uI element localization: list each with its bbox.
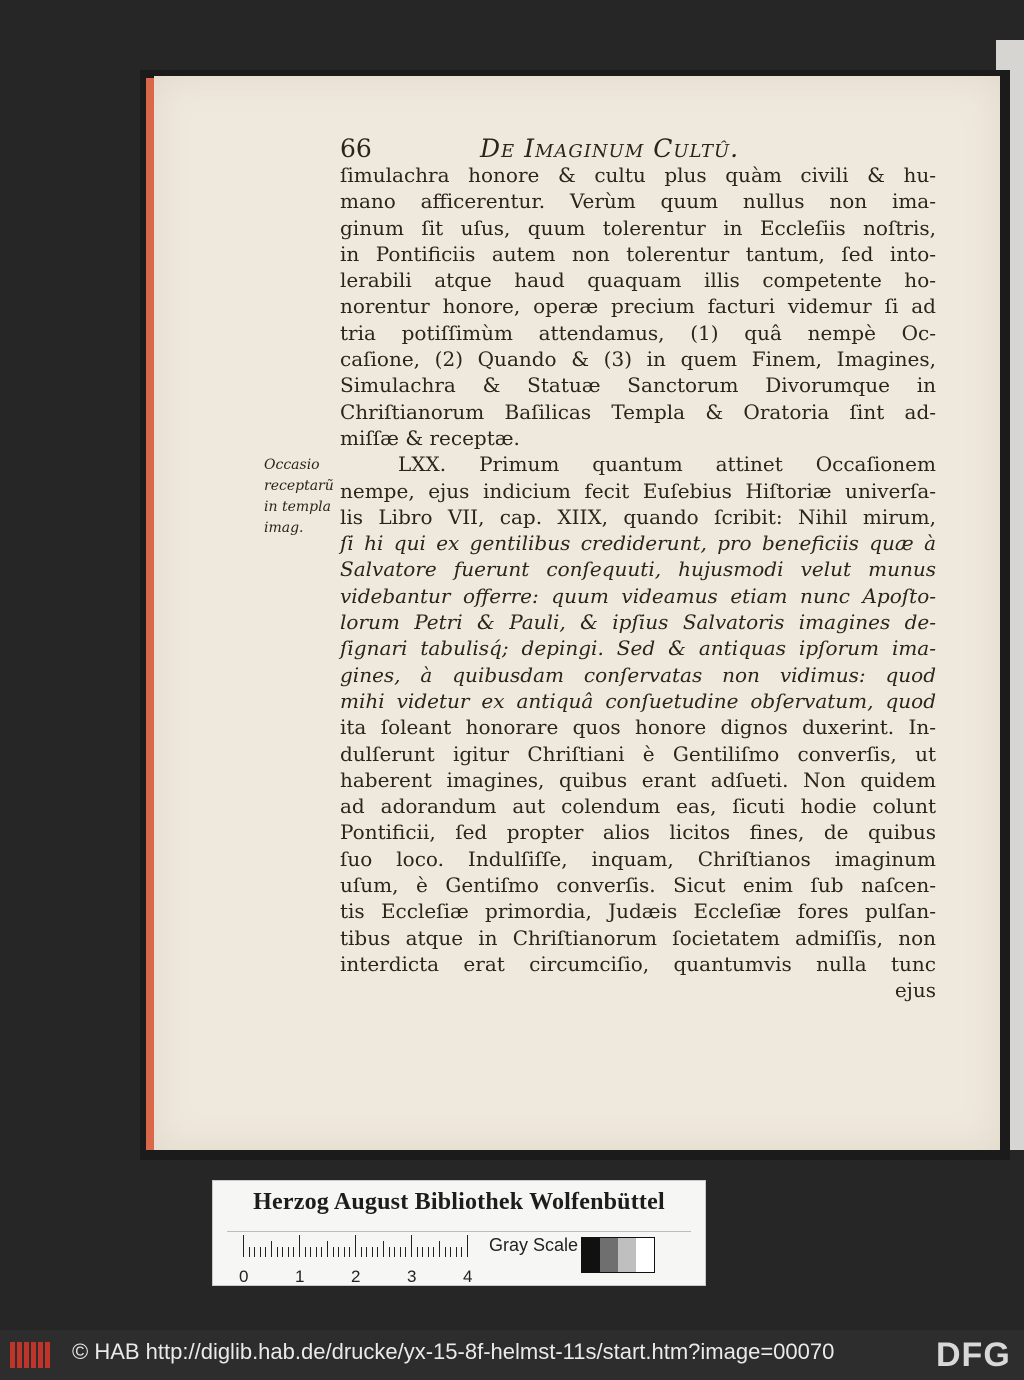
text-line: caſione, (2) Quando & (3) in quem Finem, Imagines, [340, 347, 936, 372]
text-line: Chriſtianorum Baſilicas Templa & Oratoria ſint ad- [340, 399, 936, 424]
text-line: miſſæ & receptæ. [340, 425, 520, 450]
ruler-tick [422, 1247, 423, 1257]
text-line: lis Libro VII, cap. XIIX, quando ſcribit: Nihil mirum, [340, 504, 936, 529]
ruler-tick [400, 1247, 401, 1257]
ruler-tick [377, 1247, 378, 1257]
text-line: norentur honore, operæ precium facturi videmur ſi ad [340, 294, 936, 319]
text-line: ad adorandum aut colendum eas, ſicuti hodie colunt [340, 794, 936, 819]
text-line: haberent imagines, quibus erant adſueti. Non quidem [340, 767, 936, 792]
text-line: tria potiſſimùm attendamus, (1) quâ nempè Oc- [340, 320, 936, 345]
hab-logo-icon [10, 1342, 50, 1368]
text-line: ſi hi qui ex gentilibus crediderunt, pro beneficiis quæ à [340, 531, 936, 556]
ruler-number: 4 [463, 1267, 473, 1286]
ruler-tick [321, 1247, 322, 1257]
ruler-tick [355, 1235, 356, 1257]
text-line: lorum Petri & Pauli, & ipſius Salvatoris imagines de- [340, 610, 936, 635]
dfg-logo: DFG [936, 1336, 1011, 1374]
ruler-tick [293, 1247, 294, 1257]
ruler-divider [227, 1231, 691, 1232]
ruler-ticks [243, 1235, 473, 1257]
gray-swatch [618, 1238, 636, 1272]
text-line: ejus [894, 978, 936, 1003]
ruler-tick [461, 1247, 462, 1257]
text-line: videbantur offerre: quum videamus etiam nunc Apoſto- [340, 583, 936, 608]
ruler-tick [265, 1247, 266, 1257]
ruler-tick [439, 1241, 440, 1257]
scale-ruler [212, 1180, 706, 1286]
ruler-title: Herzog August Bibliothek Wolfenbüttel [253, 1189, 665, 1215]
ruler-tick [428, 1247, 429, 1257]
footer-bar [0, 1330, 1024, 1380]
ruler-tick [271, 1241, 272, 1257]
ruler-tick [417, 1247, 418, 1257]
text-line: LXX. Primum quantum attinet Occaſionem [398, 452, 936, 477]
text-line: in Pontificiis autem non tolerentur tantum, ſed into- [340, 241, 936, 266]
ruler-tick [310, 1247, 311, 1257]
ruler-number: 1 [295, 1267, 305, 1286]
ruler-tick [372, 1247, 373, 1257]
ruler-tick [299, 1235, 300, 1257]
ruler-tick [405, 1247, 406, 1257]
text-line: ita ſoleant honorare quos honore dignos duxerint. In- [340, 715, 936, 740]
ruler-tick [277, 1247, 278, 1257]
text-line: mano afficerentur. Verùm quum nullus non ima- [340, 189, 936, 214]
running-title: De Imaginum Cultû. [480, 134, 740, 163]
gray-swatch [600, 1238, 618, 1272]
text-line: ſuo loco. Indulſiſſe, inquam, Chriſtianos imaginum [340, 846, 936, 871]
text-line: tis Eccleſiæ primordia, Judæis Eccleſiæ fores pulſan- [340, 899, 936, 924]
ruler-number: 0 [239, 1267, 249, 1286]
gray-scale-label: Gray Scale [489, 1235, 579, 1255]
ruler-tick [394, 1247, 395, 1257]
margin-note-line: Occasio [264, 457, 320, 473]
ruler-tick [316, 1247, 317, 1257]
ruler-number: 3 [407, 1267, 417, 1286]
ruler-tick [327, 1241, 328, 1257]
ruler-tick [249, 1247, 250, 1257]
ruler-tick [349, 1247, 350, 1257]
text-line: uſum, è Gentiſmo converſis. Sicut enim ſub naſcen- [340, 873, 936, 898]
text-line: ginum ſit uſus, quum tolerentur in Eccleſiis noſtris, [340, 215, 936, 240]
text-line: ſignari tabulisq́; depingi. Sed & antiquas ipſorum ima- [340, 636, 936, 661]
text-line: gines, à quibusdam conſervatas non vidimus: quod [340, 662, 936, 687]
ruler-tick [383, 1241, 384, 1257]
gray-swatch [582, 1238, 600, 1272]
text-line: interdicta erat circumciſio, quantumvis nulla tunc [340, 951, 936, 976]
ruler-tick [333, 1247, 334, 1257]
ruler-tick [366, 1247, 367, 1257]
ruler-tick [361, 1247, 362, 1257]
gray-scale-swatches [581, 1237, 655, 1273]
ruler-tick [411, 1235, 412, 1257]
ruler-tick [254, 1247, 255, 1257]
ruler-tick [389, 1247, 390, 1257]
text-line: Pontificii, ſed propter alios licitos fines, de quibus [340, 820, 936, 845]
ruler-tick [344, 1247, 345, 1257]
margin-note-line: receptarũ [264, 478, 334, 494]
page-number: 66 [340, 134, 372, 163]
body-text [340, 162, 936, 1004]
footer-url[interactable]: © HAB http://diglib.hab.de/drucke/yx-15-8f-helmst-11s/start.htm?image=00070 [72, 1339, 835, 1364]
ruler-tick [305, 1247, 306, 1257]
ruler-tick [450, 1247, 451, 1257]
ruler-tick [282, 1247, 283, 1257]
text-line: Salvatore fuerunt conſequuti, hujusmodi velut munus [340, 557, 936, 582]
text-line: nempe, ejus indicium fecit Euſebius Hiſtoriæ univerſa- [340, 478, 936, 503]
ruler-tick [467, 1235, 468, 1257]
text-line: tibus atque in Chriſtianorum ſocietatem admiſſis, non [340, 925, 936, 950]
text-line: mihi videtur ex antiquâ conſuetudine obſervatum, quod [340, 688, 936, 713]
ruler-tick [260, 1247, 261, 1257]
text-line: ſimulachra honore & cultu plus quàm civili & hu- [340, 163, 936, 187]
ruler-tick [338, 1247, 339, 1257]
text-line: lerabili atque haud quaquam illis competente ho- [340, 268, 936, 293]
ruler-tick [433, 1247, 434, 1257]
gray-swatch [636, 1238, 654, 1272]
ruler-tick [445, 1247, 446, 1257]
text-line: dulſerunt igitur Chriſtiani è Gentiliſmo converſis, ut [340, 741, 936, 766]
margin-note-line: in templa [264, 499, 331, 515]
ruler-tick [456, 1247, 457, 1257]
ruler-number: 2 [351, 1267, 361, 1286]
ruler-tick [288, 1247, 289, 1257]
margin-note-line: imag. [264, 520, 304, 536]
ruler-tick [243, 1235, 244, 1257]
text-line: Simulachra & Statuæ Sanctorum Divorumque in [340, 373, 936, 398]
